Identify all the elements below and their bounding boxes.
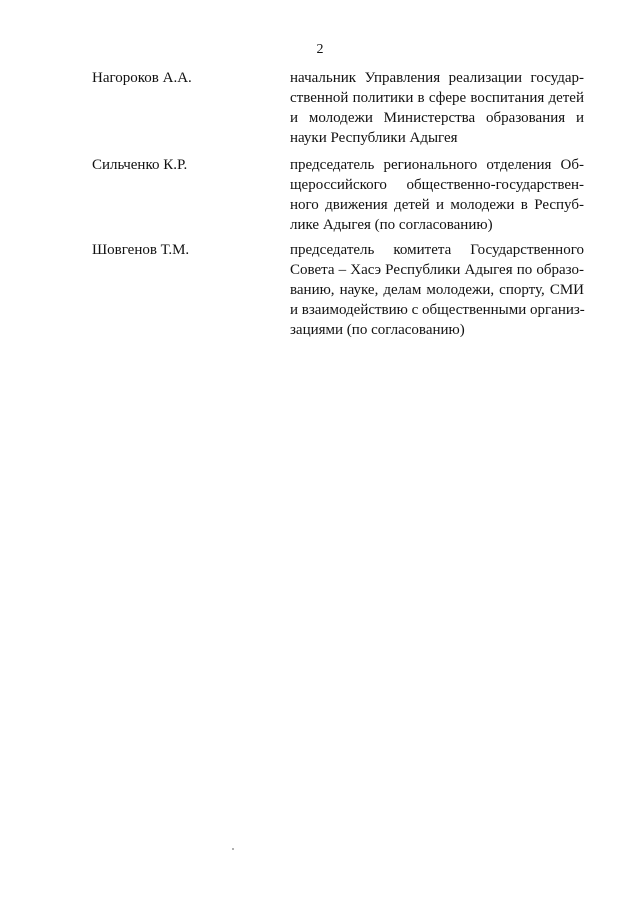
member-name: Сильченко К.Р. <box>92 157 188 173</box>
position-line: ственной политики в сфере воспитания детей <box>290 90 584 106</box>
position-line: и взаимодействию с общественными организ- <box>290 302 585 318</box>
member-position <box>290 240 584 340</box>
member-position <box>290 68 584 148</box>
member-name: Нагороков А.А. <box>92 70 192 86</box>
member-position <box>290 155 584 235</box>
position-line: председатель регионального отделения Об- <box>290 157 584 173</box>
position-line: начальник Управления реализации государ- <box>290 70 584 86</box>
position-line: науки Республики Адыгея <box>290 130 458 146</box>
position-line: ного движения детей и молодежи в Респуб- <box>290 197 584 213</box>
page-number: 2 <box>316 42 324 57</box>
position-line: председатель комитета Государственного <box>290 242 584 258</box>
position-line: и молодежи Министерства образования и <box>290 110 584 126</box>
position-line: щероссийского общественно-государствен- <box>290 177 584 193</box>
position-line: Совета – Хасэ Республики Адыгея по образо- <box>290 262 584 278</box>
scan-speck <box>232 848 234 850</box>
member-name: Шовгенов Т.М. <box>92 242 190 258</box>
position-line: ванию, науке, делам молодежи, спорту, СМИ <box>290 282 584 298</box>
position-line: зациями (по согласованию) <box>290 322 465 338</box>
position-line: лике Адыгея (по согласованию) <box>290 217 493 233</box>
